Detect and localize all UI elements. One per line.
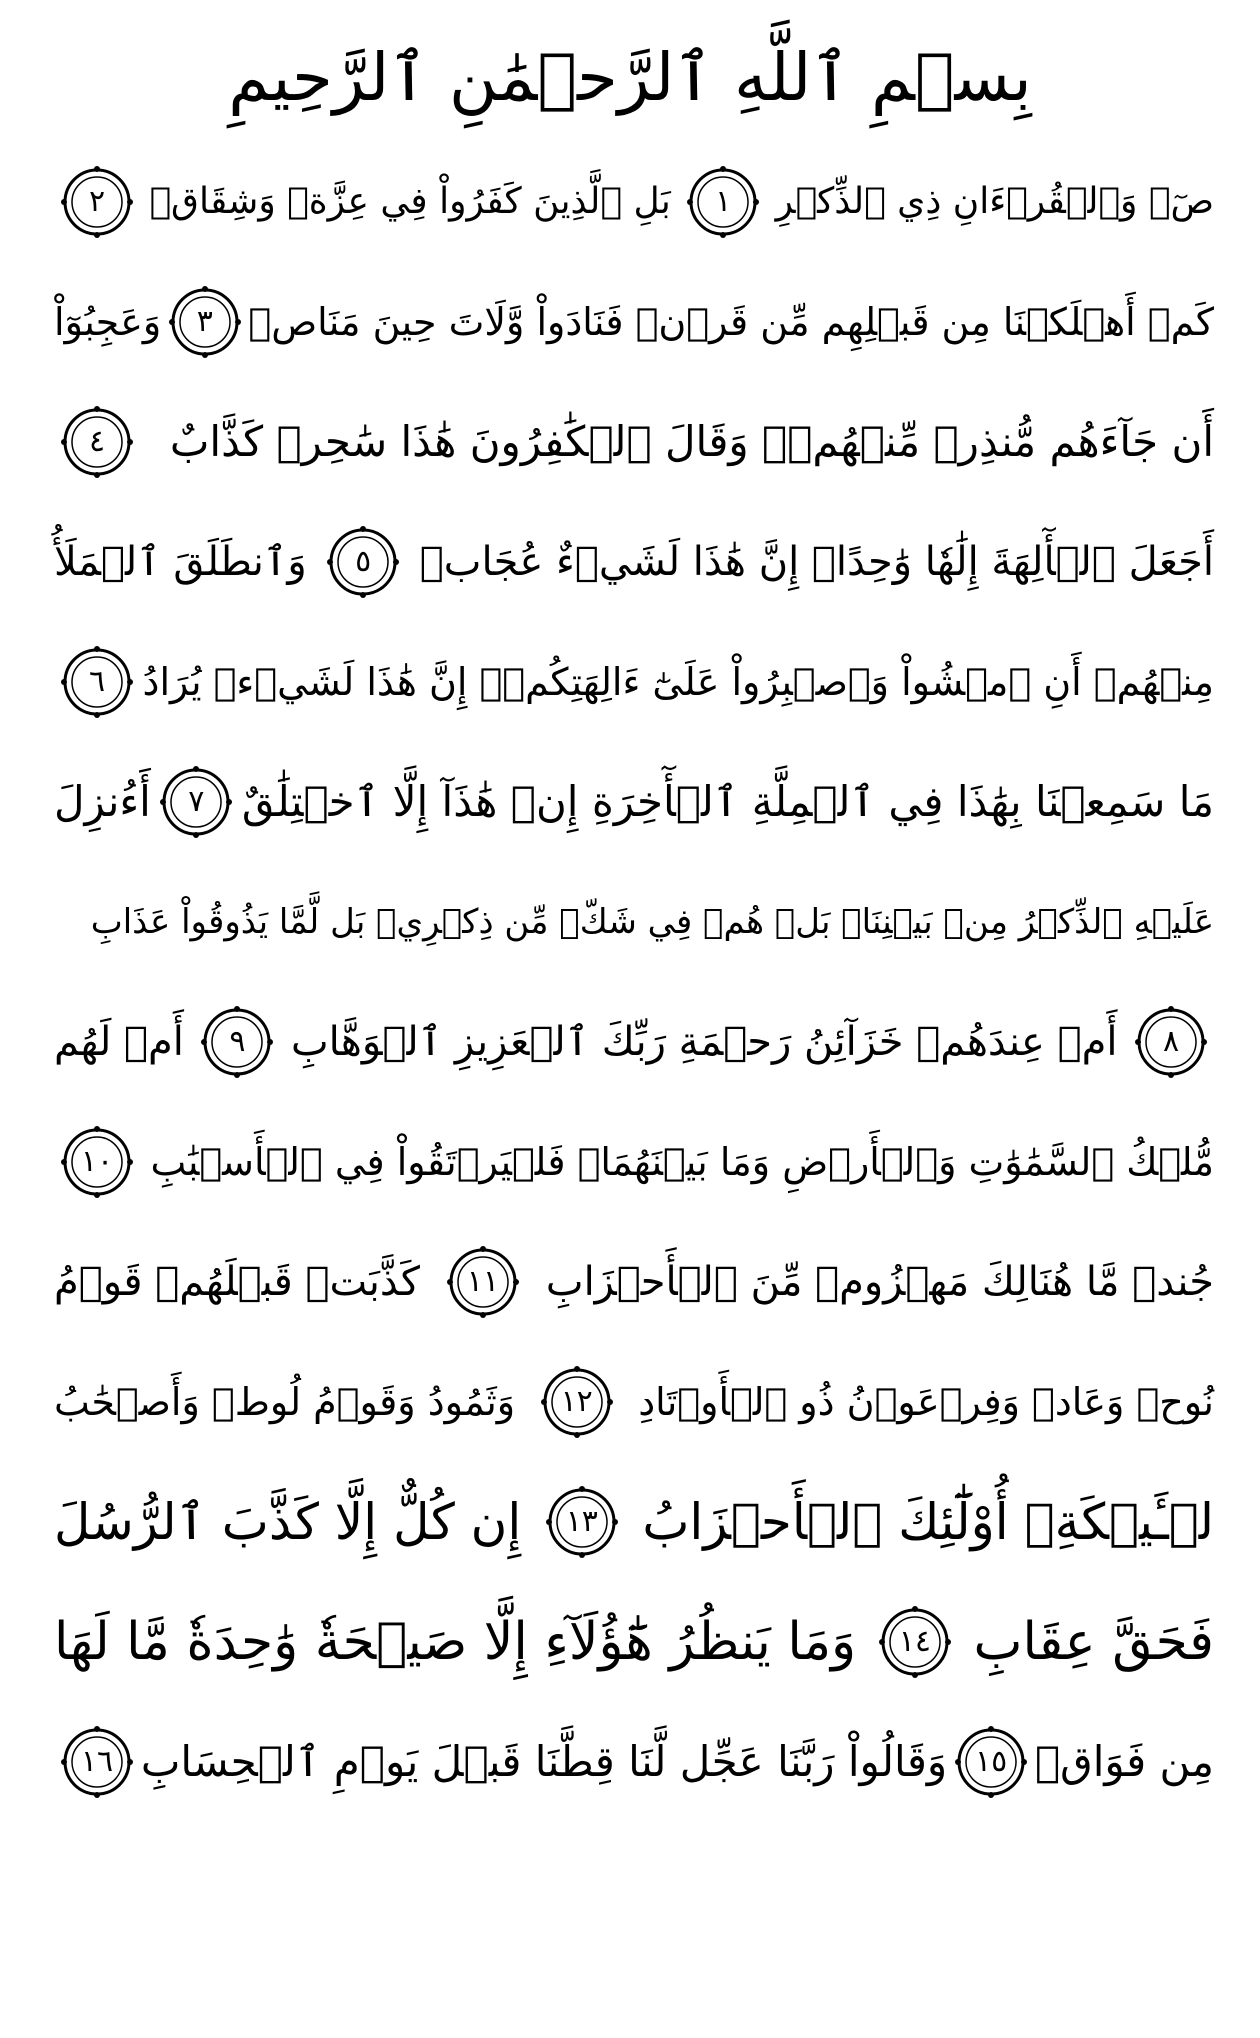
ayah-number-marker bbox=[540, 1365, 614, 1439]
verse-line bbox=[54, 142, 1214, 262]
ayah-number: ٢ bbox=[88, 184, 106, 219]
ayah-number: ١٤ bbox=[898, 1624, 931, 1659]
verse-text: مُّلۡكُ ٱلسَّمَٰوَٰتِ وَٱلۡأَرۡضِ وَمَا بَيۡنَهُمَاۖ فَلۡيَرۡتَقُواْ فِي ٱلۡأَسۡبَٰبِ bbox=[150, 1140, 1214, 1184]
verse-text: صٓۚ وَٱلۡقُرۡءَانِ ذِي ٱلذِّكۡرِ bbox=[775, 181, 1214, 222]
verse-text: أَجَعَلَ ٱلۡأٓلِهَةَ إِلَٰهٗا وَٰحِدًاۖ إِنَّ هَٰذَا لَشَيۡءٌ عُجَابٞ bbox=[419, 539, 1214, 585]
verse-text: أَءُنزِلَ bbox=[54, 777, 151, 826]
ayah-number-marker bbox=[60, 1725, 134, 1799]
ayah-number-marker bbox=[954, 1725, 1028, 1799]
verse-text: بَلِ ٱلَّذِينَ كَفَرُواْ فِي عِزَّةٖ وَشِقَاقٖ bbox=[149, 181, 671, 222]
ayah-number: ١٦ bbox=[80, 1744, 114, 1779]
ayah-number-marker bbox=[200, 1005, 274, 1079]
ayah-number: ٩ bbox=[229, 1024, 246, 1059]
verse-text: وَمَا يَنظُرُ هَٰٓؤُلَآءِ إِلَّا صَيۡحَةٗ وَٰحِدَةٗ مَّا لَهَا bbox=[54, 1612, 857, 1672]
ayah-number: ٧ bbox=[188, 784, 205, 819]
verse-text: مِن فَوَاقٖ bbox=[1034, 1737, 1214, 1786]
verse-line bbox=[54, 382, 1214, 502]
ayah-number-marker bbox=[60, 405, 134, 479]
ayah-number: ٣ bbox=[196, 304, 213, 339]
basmala: بِسۡمِ ٱللَّهِ ٱلرَّحۡمَٰنِ ٱلرَّحِيمِ bbox=[228, 39, 1032, 116]
verse-text: وَعَجِبُوٓاْ bbox=[54, 300, 162, 344]
ayah-number-marker bbox=[446, 1245, 520, 1319]
ayah-number-marker bbox=[545, 1485, 619, 1559]
verse-text: وَٱنطَلَقَ ٱلۡمَلَأُ bbox=[54, 539, 307, 585]
verse-line bbox=[54, 1102, 1214, 1222]
verse-text: أَمۡ لَهُم bbox=[54, 1019, 184, 1065]
verse-line bbox=[54, 1462, 1214, 1582]
ayah-number: ٤ bbox=[88, 424, 106, 459]
ayah-number-marker bbox=[326, 525, 400, 599]
verse-text: لۡـَٔيۡكَةِۚ أُوْلَٰٓئِكَ ٱلۡأَحۡزَابُ bbox=[642, 1493, 1214, 1551]
ayah-number: ١٥ bbox=[974, 1744, 1008, 1779]
verse-text: أَن جَآءَهُم مُّنذِرٞ مِّنۡهُمۡۖ وَقَالَ ٱلۡكَٰفِرُونَ هَٰذَا سَٰحِرٞ كَذَّابٌ bbox=[169, 417, 1214, 466]
verse-line bbox=[54, 982, 1214, 1102]
verse-text: عَلَيۡهِ ٱلذِّكۡرُ مِنۢ بَيۡنِنَاۚ بَلۡ هُمۡ فِي شَكّٖ مِّن ذِكۡرِيۚ بَل لَّمَّا يَذُوقُواْ عَذَابِ bbox=[90, 902, 1214, 942]
verse-text: وَثَمُودُ وَقَوۡمُ لُوطٖ وَأَصۡحَٰبُ bbox=[54, 1380, 516, 1424]
ayah-number: ١ bbox=[715, 184, 732, 219]
verse-line bbox=[54, 502, 1214, 622]
ayah-number-marker bbox=[1134, 1005, 1208, 1079]
ayah-number: ٦ bbox=[88, 664, 106, 699]
verse-text: أَمۡ عِندَهُمۡ خَزَآئِنُ رَحۡمَةِ رَبِّكَ ٱلۡعَزِيزِ ٱلۡوَهَّابِ bbox=[290, 1019, 1118, 1065]
ayah-number-marker bbox=[60, 165, 134, 239]
verse-text: فَحَقَّ عِقَابِ bbox=[973, 1612, 1214, 1672]
ayah-number-marker bbox=[60, 645, 134, 719]
ayah-number-marker bbox=[159, 765, 233, 839]
verse-line bbox=[54, 1702, 1214, 1822]
verse-line bbox=[54, 1582, 1214, 1702]
verse-line bbox=[54, 862, 1214, 982]
ayah-number: ١٠ bbox=[80, 1144, 114, 1179]
ayah-number-marker bbox=[686, 165, 760, 239]
verse-text: جُندٞ مَّا هُنَالِكَ مَهۡزُومٞ مِّنَ ٱلۡأَحۡزَابِ bbox=[545, 1259, 1214, 1305]
verse-line bbox=[54, 622, 1214, 742]
verse-line bbox=[54, 1342, 1214, 1462]
ayah-number: ٨ bbox=[1162, 1024, 1180, 1059]
verse-text: مَا سَمِعۡنَا بِهَٰذَا فِي ٱلۡمِلَّةِ ٱلۡأٓخِرَةِ إِنۡ هَٰذَآ إِلَّا ٱخۡتِلَٰقٌ bbox=[241, 777, 1214, 826]
verse-line bbox=[54, 1222, 1214, 1342]
verse-text: كَذَّبَتۡ قَبۡلَهُمۡ قَوۡمُ bbox=[54, 1259, 420, 1305]
ayah-number: ١٢ bbox=[560, 1384, 593, 1419]
verse-line bbox=[54, 742, 1214, 862]
ayah-number: ١١ bbox=[466, 1264, 500, 1299]
ayah-number-marker bbox=[168, 285, 242, 359]
ayah-number-marker bbox=[878, 1605, 952, 1679]
verse-text: كَمۡ أَهۡلَكۡنَا مِن قَبۡلِهِم مِّن قَرۡنٖ فَنَادَواْ وَّلَاتَ حِينَ مَنَاصٖ bbox=[248, 300, 1214, 344]
verse-text: نُوحٖ وَعَادٞ وَفِرۡعَوۡنُ ذُو ٱلۡأَوۡتَادِ bbox=[638, 1380, 1214, 1424]
verse-text: وَقَالُواْ رَبَّنَا عَجِّل لَّنَا قِطَّنَا قَبۡلَ يَوۡمِ ٱلۡحِسَابِ bbox=[140, 1737, 948, 1786]
ayah-number: ١٣ bbox=[565, 1504, 598, 1539]
verse-lines bbox=[54, 142, 1214, 1822]
verse-text: مِنۡهُمۡ أَنِ ٱمۡشُواْ وَٱصۡبِرُواْ عَلَىٰٓ ءَالِهَتِكُمۡۖ إِنَّ هَٰذَا لَشَيۡءٞ يُرَادُ bbox=[142, 660, 1214, 704]
verse-line bbox=[54, 262, 1214, 382]
verse-text: إِن كُلٌّ إِلَّا كَذَّبَ ٱلرُّسُلَ bbox=[54, 1493, 522, 1551]
ayah-number-marker bbox=[60, 1125, 134, 1199]
ayah-number: ٥ bbox=[355, 544, 372, 579]
